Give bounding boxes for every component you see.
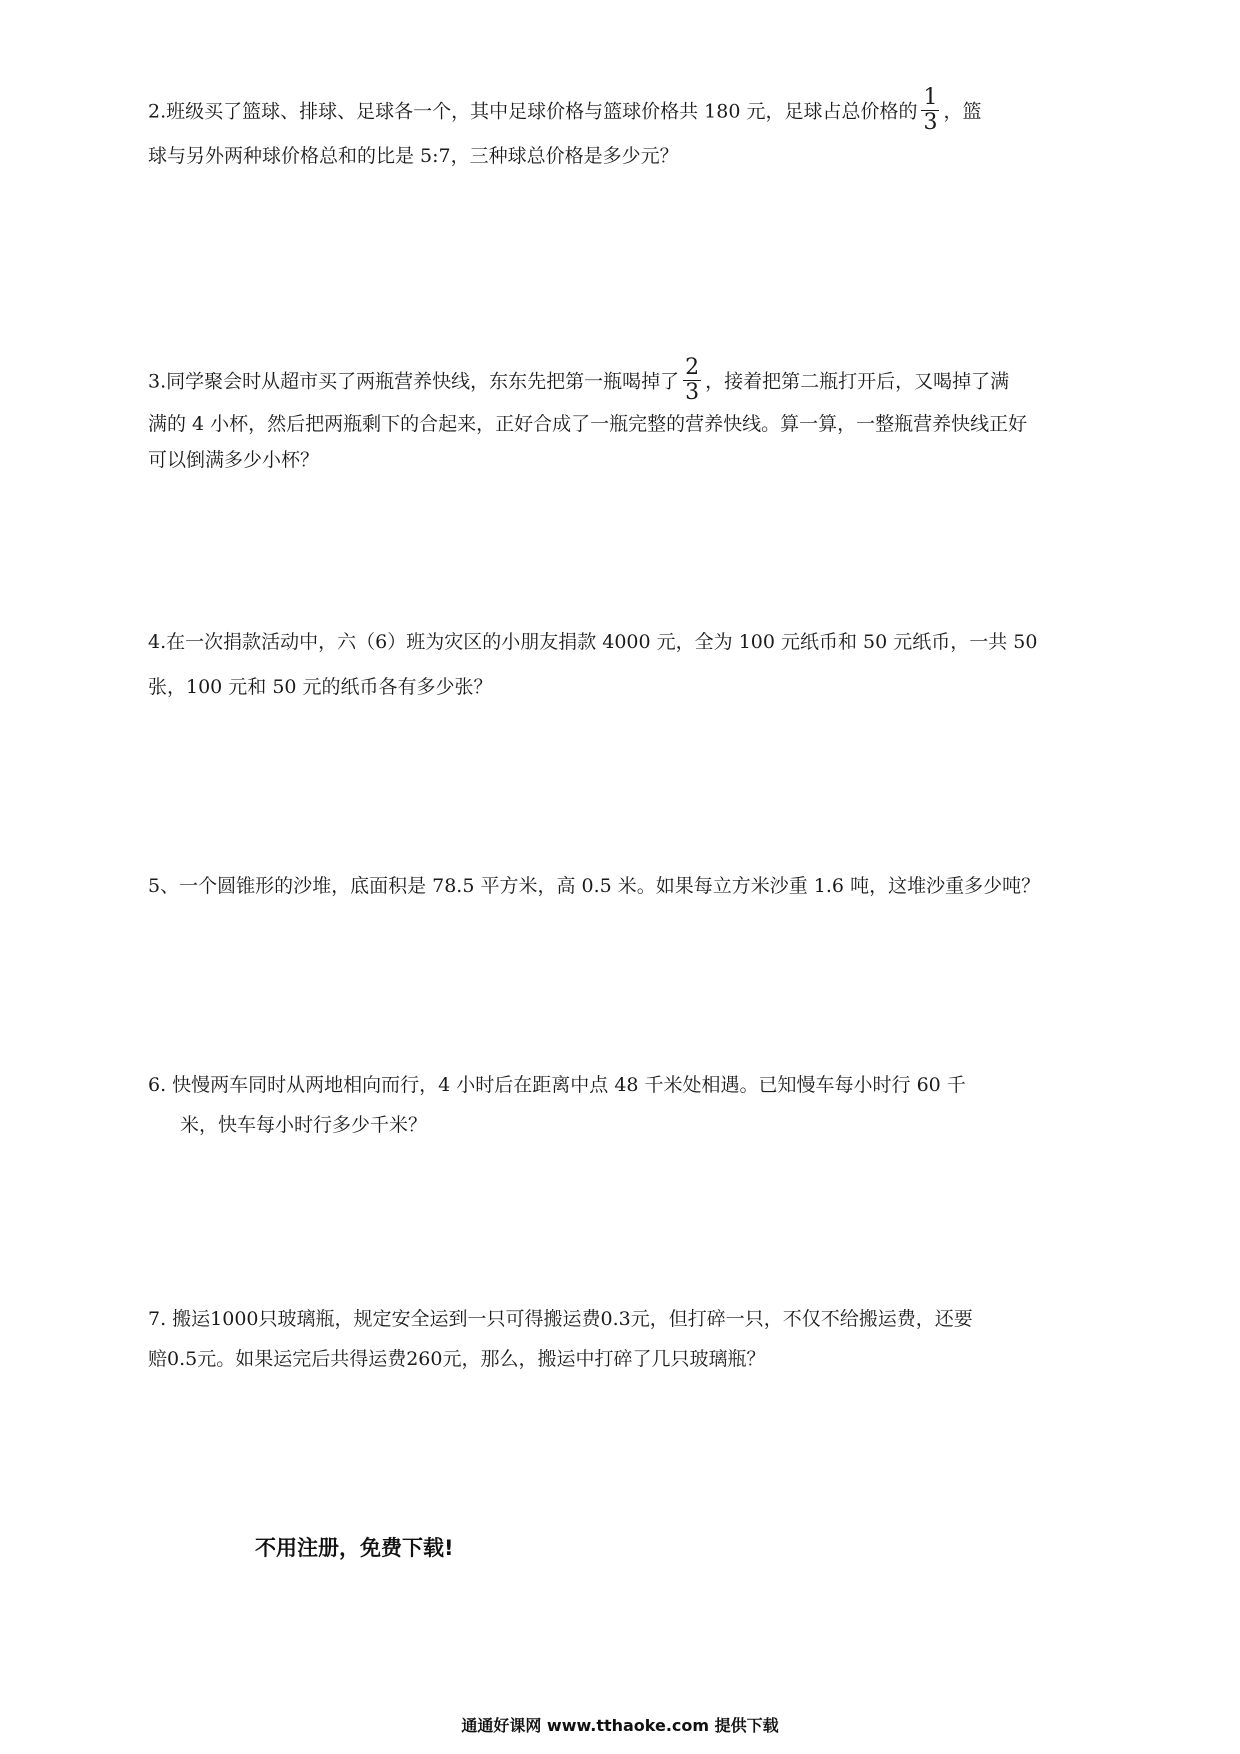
fraction-numerator: 1	[923, 85, 938, 110]
problem-2	[148, 85, 1146, 178]
fraction-denominator: 3	[685, 380, 700, 405]
problem-3-line-2: 满的 4 小杯，然后把两瓶剩下的合起来，正好合成了一瓶完整的营养快线。算一算，一整瓶营养快线正好	[148, 413, 1028, 435]
problem-6-line-2: 米，快车每小时行多少千米？	[180, 1114, 428, 1136]
problem-6-line-1: 6. 快慢两车同时从两地相向而行，4 小时后在距离中点 48 千米处相遇。已知慢车每小时行 60 千	[148, 1074, 966, 1096]
problem-3-text-a: 3.同学聚会时从超市买了两瓶营养快线，东东先把第一瓶喝掉了	[148, 370, 680, 393]
page-footer: 通通好课网 www.tthaoke.com 提供下载	[461, 1716, 779, 1735]
problem-3	[148, 355, 1146, 478]
problem-3-text-b: ，接着把第二瓶打开后，又喝掉了满	[705, 370, 1010, 393]
fraction-one-third	[921, 86, 939, 135]
problem-6	[148, 1071, 1146, 1151]
fraction-two-thirds	[683, 356, 701, 405]
fraction-denominator: 3	[923, 110, 938, 135]
problem-7-line-2: 赔0.5元。如果运完后共得运费260元，那么，搬运中打碎了几只玻璃瓶？	[148, 1348, 766, 1370]
problem-4-line-1: 4.在一次捐款活动中，六（6）班为灾区的小朋友捐款 4000 元，全为 100 元纸币和 50 元纸币，一共 50	[148, 631, 1038, 653]
problem-2-text-a: 2.班级买了篮球、排球、足球各一个，其中足球价格与篮球价格共 180 元，足球占总价格的	[148, 100, 918, 123]
problem-2-line-1	[148, 85, 982, 137]
problem-5-line-1: 5、一个圆锥形的沙堆，底面积是 78.5 平方米，高 0.5 米。如果每立方米沙重 1.6 吨，这堆沙重多少吨？	[148, 875, 1041, 897]
problem-4	[148, 628, 1146, 708]
problem-2-line-2: 球与另外两种球价格总和的比是 5:7，三种球总价格是多少元？	[148, 145, 679, 167]
problem-4-line-2: 张，100 元和 50 元的纸币各有多少张？	[148, 676, 493, 698]
problem-3-line-3: 可以倒满多少小杯？	[148, 449, 320, 471]
free-download-slogan: 不用注册，免费下载!	[255, 1536, 454, 1560]
problem-5	[148, 872, 1146, 902]
problem-2-text-b: ，篮	[943, 100, 982, 123]
problem-7-line-1: 7. 搬运1000只玻璃瓶，规定安全运到一只可得搬运费0.3元，但打碎一只，不仅不给搬运费，还要	[148, 1308, 973, 1330]
fraction-numerator: 2	[685, 355, 700, 380]
problem-7	[148, 1305, 1146, 1385]
problem-3-line-1	[148, 355, 1010, 407]
